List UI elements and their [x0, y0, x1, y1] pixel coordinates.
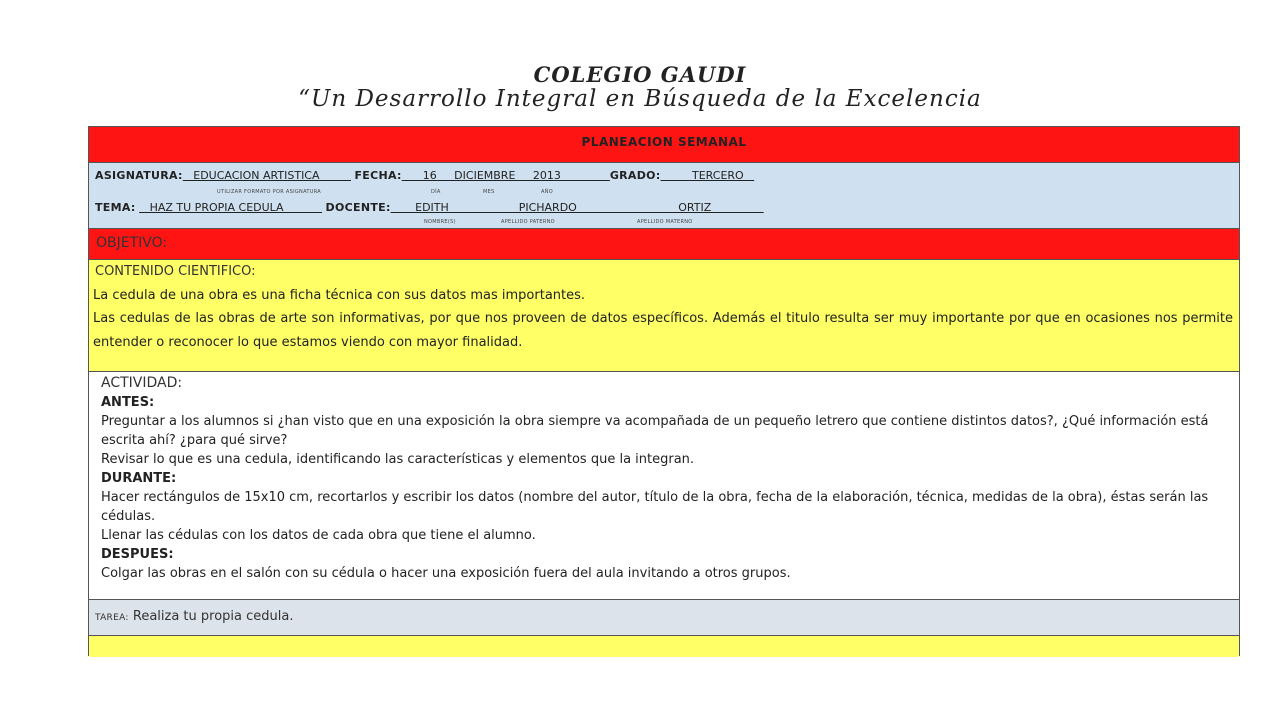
info-line-2 — [95, 201, 764, 214]
asignatura-label: ASIGNATURA: — [95, 169, 183, 182]
empty-footer-row — [89, 636, 1239, 657]
school-motto: “Un Desarrollo Integral en Búsqueda de la Excelencia — [298, 86, 982, 112]
contenido-paragraph-2: Las cedulas de las obras de arte son informativas, por que nos proveen de datos específicos. Además el titulo resulta ser muy importante por que en ocasiones nos permite entender o reconocer lo que estamos viendo con mayor finalidad. — [93, 311, 1233, 350]
ano-note: AÑO — [541, 189, 553, 195]
paterno-note: APELLIDO PATERNO — [501, 219, 555, 225]
asignatura-value: EDUCACION ARTISTICA — [182, 169, 351, 182]
tema-value: HAZ TU PROPIA CEDULA — [139, 201, 323, 214]
contenido-row — [89, 260, 1239, 372]
table-title: PLANEACION SEMANAL — [581, 135, 747, 149]
info-line-1 — [95, 169, 754, 182]
mes-note: MES — [483, 189, 495, 195]
despues-heading: DESPUES: — [101, 547, 174, 562]
antes-heading: ANTES: — [101, 395, 155, 410]
materno-note: APELLIDO MATERNO — [637, 219, 693, 225]
contenido-title: CONTENIDO CIENTIFICO: — [95, 264, 256, 279]
fecha-value: 16 DICIEMBRE 2013 — [401, 169, 610, 182]
fecha-label: FECHA: — [354, 169, 402, 182]
tema-label: TEMA: — [95, 201, 136, 214]
tarea-value: Realiza tu propia cedula. — [128, 609, 294, 624]
durante-text-1: Hacer rectángulos de 15x10 cm, recortarlos y escribir los datos (nombre del autor, título de la obra, fecha de la elaboración, técnica, medidas de la obra), éstas serán las cédulas. — [101, 490, 1209, 524]
contenido-paragraph-1: La cedula de una obra es una ficha técnica con sus datos mas importantes. — [93, 288, 586, 303]
antes-text-1: Preguntar a los alumnos si ¿han visto que en una exposición la obra siempre va acompañada de un pequeño letrero que contiene distintos datos?, ¿Qué información está escrita ahí? ¿para qué sirve? — [101, 414, 1209, 448]
grado-value: TERCERO — [660, 169, 755, 182]
grado-label: GRADO: — [609, 169, 661, 182]
tarea-row — [89, 600, 1239, 636]
info-row — [89, 163, 1239, 229]
nombre-note: NOMBRE(S) — [424, 219, 456, 225]
durante-text-2: Llenar las cédulas con los datos de cada obra que tiene el alumno. — [101, 528, 536, 543]
despues-text-1: Colgar las obras en el salón con su cédula o hacer una exposición fuera del aula invitando a otros grupos. — [101, 566, 791, 581]
actividad-title: ACTIVIDAD: — [101, 375, 183, 391]
tarea-label: TAREA: — [95, 613, 129, 623]
planning-table — [88, 126, 1240, 656]
school-name: COLEGIO GAUDI — [533, 62, 747, 87]
table-title-row — [89, 127, 1239, 163]
antes-text-2: Revisar lo que es una cedula, identificando las características y elementos que la integran. — [101, 452, 695, 467]
objetivo-row — [89, 229, 1239, 260]
objetivo-label: OBJETIVO: — [96, 235, 168, 251]
durante-heading: DURANTE: — [101, 471, 177, 486]
format-note: UTILIZAR FORMATO POR ASIGNATURA — [217, 189, 322, 195]
docente-value: EDITH PICHARDO ORTIZ — [390, 201, 764, 214]
tarea-line — [95, 609, 293, 624]
docente-label: DOCENTE: — [325, 201, 391, 214]
actividad-row — [89, 372, 1239, 600]
dia-note: DÍA — [431, 189, 441, 195]
actividad-block — [101, 374, 1226, 583]
